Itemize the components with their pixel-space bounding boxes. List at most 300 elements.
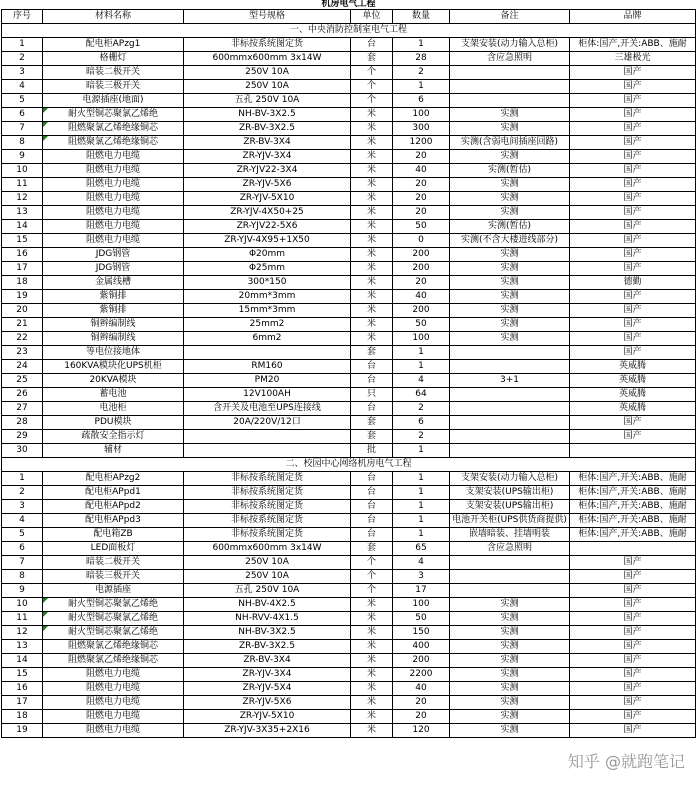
cell-unit: 米 — [351, 136, 393, 150]
cell-remark: 支架安装(UPS输出柜) — [450, 500, 570, 514]
cell-model-spec: 250V 10A — [184, 570, 351, 584]
cell-material-name: JDG钢管 — [43, 248, 184, 262]
cell-row-number: 19 — [2, 724, 43, 738]
cell-model-spec: 非标按系统图定货 — [184, 528, 351, 542]
cell-material-name — [43, 612, 184, 626]
cell-row-number: 8 — [2, 136, 43, 150]
cell-remark: 实测 — [450, 654, 570, 668]
cell-material-name: 阻燃电力电缆 — [43, 696, 184, 710]
cell-row-number: 19 — [2, 290, 43, 304]
cell-unit: 台 — [351, 500, 393, 514]
cell-row-number: 23 — [2, 346, 43, 360]
cell-material-name: 暗装二极开关 — [43, 556, 184, 570]
cell-row-number: 25 — [2, 374, 43, 388]
cell-model-spec: 非标按系统图定货 — [184, 514, 351, 528]
table-row — [2, 416, 696, 430]
cell-material-name: 阻燃电力电缆 — [43, 192, 184, 206]
cell-unit: 批 — [351, 444, 393, 458]
cell-unit: 米 — [351, 122, 393, 136]
cell-remark: 实测 — [450, 276, 570, 290]
cell-model-spec: 600mmx600mm 3x14W — [184, 52, 351, 66]
cell-row-number: 16 — [2, 682, 43, 696]
cell-quantity: 2 — [393, 430, 450, 444]
cell-row-number: 14 — [2, 654, 43, 668]
comment-marker-icon — [43, 598, 48, 603]
cell-quantity: 20 — [393, 192, 450, 206]
table-row — [2, 304, 696, 318]
header-model-spec: 型号规格 — [184, 10, 351, 24]
cell-unit: 个 — [351, 66, 393, 80]
cell-brand: 国产 — [570, 290, 696, 304]
cell-quantity: 40 — [393, 290, 450, 304]
cell-row-number: 17 — [2, 262, 43, 276]
cell-text: 阻燃聚氯乙烯绝缘铜芯 — [67, 123, 158, 133]
cell-model-spec: 300*150 — [184, 276, 351, 290]
cell-unit: 米 — [351, 206, 393, 220]
cell-material-name: 配电柜APzg2 — [43, 472, 184, 486]
cell-remark: 支架安装(动力输入总柜) — [450, 472, 570, 486]
cell-material-name: 阻燃电力电缆 — [43, 682, 184, 696]
comment-marker-icon — [43, 626, 48, 631]
cell-quantity: 1 — [393, 444, 450, 458]
cell-quantity: 200 — [393, 304, 450, 318]
header-row-number: 序号 — [2, 10, 43, 24]
table-row — [2, 570, 696, 584]
cell-brand: 国产 — [570, 262, 696, 276]
cell-material-name: 金属线槽 — [43, 276, 184, 290]
cell-quantity: 20 — [393, 150, 450, 164]
cell-material-name: 阻燃电力电缆 — [43, 164, 184, 178]
cell-material-name: 暗装三极开关 — [43, 570, 184, 584]
cell-row-number: 1 — [2, 38, 43, 52]
cell-material-name — [43, 108, 184, 122]
cell-material-name: 阻燃电力电缆 — [43, 150, 184, 164]
cell-row-number: 2 — [2, 486, 43, 500]
cell-material-name: 配电柜APpd2 — [43, 500, 184, 514]
table-row — [2, 66, 696, 80]
cell-remark: 实测 — [450, 304, 570, 318]
cell-brand: 国产 — [570, 248, 696, 262]
cell-unit: 只 — [351, 388, 393, 402]
cell-brand: 柜体:国产,开关:ABB、施耐 — [570, 514, 696, 528]
section-title-row — [2, 458, 696, 472]
cell-model-spec: 250V 10A — [184, 66, 351, 80]
cell-brand: 国产 — [570, 122, 696, 136]
table-row — [2, 472, 696, 486]
cell-material-name: 辅材 — [43, 444, 184, 458]
header-brand: 品牌 — [570, 10, 696, 24]
cell-text: 耐火型铜芯聚氯乙烯绝 — [67, 109, 158, 119]
cell-row-number: 10 — [2, 164, 43, 178]
cell-remark: 实测 — [450, 206, 570, 220]
cell-row-number: 15 — [2, 668, 43, 682]
cell-row-number: 17 — [2, 696, 43, 710]
cell-brand: 国产 — [570, 164, 696, 178]
cell-text: 耐火型铜芯聚氯乙烯绝 — [67, 599, 158, 609]
table-row — [2, 374, 696, 388]
cell-remark — [450, 430, 570, 444]
cell-model-spec: 6mm2 — [184, 332, 351, 346]
cell-material-name: 配电柜APpd3 — [43, 514, 184, 528]
cell-material-name: 阻燃电力电缆 — [43, 206, 184, 220]
cell-brand: 国产 — [570, 178, 696, 192]
cell-row-number: 11 — [2, 612, 43, 626]
cell-quantity: 1 — [393, 486, 450, 500]
materials-table — [1, 9, 696, 738]
cell-brand: 国产 — [570, 304, 696, 318]
cell-material-name: 阻燃电力电缆 — [43, 668, 184, 682]
cell-quantity: 20 — [393, 276, 450, 290]
cell-row-number: 4 — [2, 514, 43, 528]
table-row — [2, 346, 696, 360]
table-row — [2, 178, 696, 192]
cell-brand: 国产 — [570, 626, 696, 640]
table-row — [2, 108, 696, 122]
cell-model-spec: NH-RVV-4X1.5 — [184, 612, 351, 626]
cell-model-spec: ZR-YJV-5X4 — [184, 682, 351, 696]
cell-model-spec: ZR-YJV22-3X4 — [184, 164, 351, 178]
cell-unit: 米 — [351, 248, 393, 262]
cell-quantity: 4 — [393, 374, 450, 388]
table-row — [2, 402, 696, 416]
table-row — [2, 528, 696, 542]
header-material-name: 材料名称 — [43, 10, 184, 24]
table-row — [2, 696, 696, 710]
document-title: 机房电气工程 — [321, 0, 376, 9]
table-row — [2, 710, 696, 724]
cell-quantity: 1 — [393, 514, 450, 528]
cell-model-spec: ZR-YJV-3X35+2X16 — [184, 724, 351, 738]
cell-remark — [450, 360, 570, 374]
cell-remark: 含应急照明 — [450, 542, 570, 556]
cell-quantity: 1 — [393, 346, 450, 360]
cell-quantity: 65 — [393, 542, 450, 556]
cell-brand: 柜体:国产,开关:ABB、施耐 — [570, 500, 696, 514]
cell-row-number: 5 — [2, 528, 43, 542]
cell-unit: 个 — [351, 94, 393, 108]
cell-brand: 国产 — [570, 108, 696, 122]
cell-quantity: 100 — [393, 598, 450, 612]
cell-model-spec: RM160 — [184, 360, 351, 374]
cell-quantity: 300 — [393, 122, 450, 136]
cell-model-spec: ZR-BV-3X2.5 — [184, 122, 351, 136]
cell-quantity: 1 — [393, 360, 450, 374]
cell-quantity: 40 — [393, 682, 450, 696]
cell-remark — [450, 556, 570, 570]
cell-row-number: 27 — [2, 402, 43, 416]
cell-quantity: 1 — [393, 500, 450, 514]
cell-remark — [450, 584, 570, 598]
cell-unit: 米 — [351, 304, 393, 318]
cell-model-spec: NH-BV-3X2.5 — [184, 626, 351, 640]
cell-model-spec: 12V100AH — [184, 388, 351, 402]
cell-unit: 米 — [351, 332, 393, 346]
cell-unit: 米 — [351, 640, 393, 654]
cell-quantity: 20 — [393, 178, 450, 192]
header-row — [2, 10, 696, 24]
cell-brand — [570, 542, 696, 556]
cell-brand: 英威腾 — [570, 374, 696, 388]
cell-brand: 国产 — [570, 94, 696, 108]
cell-brand: 国产 — [570, 640, 696, 654]
cell-row-number: 9 — [2, 150, 43, 164]
table-row — [2, 724, 696, 738]
cell-remark: 实测 — [450, 668, 570, 682]
table-row — [2, 122, 696, 136]
table-row — [2, 668, 696, 682]
cell-model-spec — [184, 346, 351, 360]
cell-quantity: 40 — [393, 164, 450, 178]
cell-brand: 柜体:国产,开关:ABB、施耐 — [570, 486, 696, 500]
cell-model-spec: Φ25mm — [184, 262, 351, 276]
watermark: 知乎 @就跑笔记 — [567, 752, 685, 771]
cell-row-number: 2 — [2, 52, 43, 66]
cell-unit: 米 — [351, 192, 393, 206]
table-row — [2, 584, 696, 598]
cell-quantity: 200 — [393, 262, 450, 276]
cell-brand: 国产 — [570, 234, 696, 248]
cell-unit: 米 — [351, 696, 393, 710]
cell-row-number: 12 — [2, 626, 43, 640]
cell-row-number: 24 — [2, 360, 43, 374]
cell-row-number: 13 — [2, 206, 43, 220]
cell-model-spec: ZR-YJV-3X4 — [184, 668, 351, 682]
cell-quantity: 1 — [393, 528, 450, 542]
cell-material-name: LED面板灯 — [43, 542, 184, 556]
cell-remark: 支架安装(动力输入总柜) — [450, 38, 570, 52]
cell-unit: 米 — [351, 710, 393, 724]
cell-remark: 实测 — [450, 178, 570, 192]
section-title: 二、校园中心网络机房电气工程 — [2, 458, 696, 472]
cell-material-name: 电池柜 — [43, 402, 184, 416]
cell-material-name: 阻燃电力电缆 — [43, 178, 184, 192]
cell-quantity: 120 — [393, 724, 450, 738]
cell-row-number: 18 — [2, 710, 43, 724]
cell-model-spec: NH-BV-4X2.5 — [184, 598, 351, 612]
cell-material-name: 配电箱ZB — [43, 528, 184, 542]
cell-row-number: 3 — [2, 66, 43, 80]
cell-material-name: 160KVA模块化UPS机柜 — [43, 360, 184, 374]
table-row — [2, 318, 696, 332]
cell-remark: 支架安装(UPS输出柜) — [450, 486, 570, 500]
cell-remark: 实测 — [450, 640, 570, 654]
cell-unit: 米 — [351, 220, 393, 234]
cell-remark — [450, 444, 570, 458]
cell-material-name: 阻燃电力电缆 — [43, 234, 184, 248]
cell-model-spec: 非标按系统图定货 — [184, 486, 351, 500]
cell-model-spec: ZR-BV-3X4 — [184, 654, 351, 668]
table-row — [2, 248, 696, 262]
cell-quantity: 50 — [393, 220, 450, 234]
cell-unit: 米 — [351, 682, 393, 696]
cell-model-spec: 五孔 250V 10A — [184, 584, 351, 598]
cell-unit: 套 — [351, 346, 393, 360]
cell-material-name: 电源插座(地面) — [43, 94, 184, 108]
table-row — [2, 654, 696, 668]
cell-row-number: 28 — [2, 416, 43, 430]
comment-marker-icon — [43, 136, 48, 141]
cell-material-name: 铜辫编制线 — [43, 318, 184, 332]
cell-brand: 国产 — [570, 668, 696, 682]
cell-remark: 实测 — [450, 122, 570, 136]
cell-model-spec: 25mm2 — [184, 318, 351, 332]
cell-model-spec: 含开关及电池至UPS连接线 — [184, 402, 351, 416]
cell-brand: 柜体:国产,开关:ABB、施耐 — [570, 472, 696, 486]
table-row — [2, 486, 696, 500]
cell-remark — [450, 388, 570, 402]
cell-brand: 国产 — [570, 612, 696, 626]
cell-quantity: 4 — [393, 556, 450, 570]
cell-remark: 实测(含弱电间插座回路) — [450, 136, 570, 150]
cell-row-number: 6 — [2, 108, 43, 122]
cell-material-name — [43, 598, 184, 612]
cell-remark: 实测 — [450, 108, 570, 122]
cell-quantity: 6 — [393, 416, 450, 430]
cell-quantity: 50 — [393, 612, 450, 626]
cell-remark: 实测 — [450, 262, 570, 276]
table-row — [2, 598, 696, 612]
cell-remark: 实测 — [450, 248, 570, 262]
cell-row-number: 18 — [2, 276, 43, 290]
table-row — [2, 640, 696, 654]
cell-brand — [570, 444, 696, 458]
cell-material-name: 疏散安全指示灯 — [43, 430, 184, 444]
header-remark: 备注 — [450, 10, 570, 24]
cell-row-number: 7 — [2, 122, 43, 136]
cell-model-spec: PM20 — [184, 374, 351, 388]
cell-model-spec: ZR-YJV-5X6 — [184, 178, 351, 192]
cell-brand: 国产 — [570, 66, 696, 80]
cell-brand: 国产 — [570, 584, 696, 598]
cell-brand: 英威腾 — [570, 360, 696, 374]
cell-brand: 国产 — [570, 598, 696, 612]
cell-quantity: 100 — [393, 108, 450, 122]
table-row — [2, 234, 696, 248]
cell-quantity: 2 — [393, 402, 450, 416]
cell-model-spec — [184, 430, 351, 444]
cell-material-name: 暗装三极开关 — [43, 80, 184, 94]
cell-remark: 实测 — [450, 612, 570, 626]
cell-remark: 实测(暂估) — [450, 164, 570, 178]
cell-remark: 实测 — [450, 598, 570, 612]
cell-material-name: 等电位接地体 — [43, 346, 184, 360]
cell-material-name: 阻燃电力电缆 — [43, 220, 184, 234]
comment-marker-icon — [43, 122, 48, 127]
table-row — [2, 682, 696, 696]
cell-quantity: 400 — [393, 640, 450, 654]
cell-material-name: 电源插座 — [43, 584, 184, 598]
cell-unit: 米 — [351, 150, 393, 164]
cell-quantity: 3 — [393, 570, 450, 584]
cell-unit: 米 — [351, 598, 393, 612]
cell-quantity: 1 — [393, 80, 450, 94]
cell-row-number: 20 — [2, 304, 43, 318]
table-row — [2, 38, 696, 52]
cell-unit: 台 — [351, 38, 393, 52]
cell-unit: 台 — [351, 402, 393, 416]
cell-unit: 套 — [351, 416, 393, 430]
cell-brand: 国产 — [570, 318, 696, 332]
table-row — [2, 164, 696, 178]
table-row — [2, 136, 696, 150]
cell-model-spec: 五孔 250V 10A — [184, 94, 351, 108]
cell-row-number: 14 — [2, 220, 43, 234]
table-row — [2, 612, 696, 626]
cell-unit: 台 — [351, 374, 393, 388]
cell-brand: 国产 — [570, 136, 696, 150]
cell-quantity: 28 — [393, 52, 450, 66]
table-row — [2, 262, 696, 276]
cell-brand: 国产 — [570, 80, 696, 94]
cell-brand: 柜体:国产,开关:ABB、施耐 — [570, 528, 696, 542]
cell-row-number: 7 — [2, 556, 43, 570]
table-row — [2, 290, 696, 304]
cell-remark: 3+1 — [450, 374, 570, 388]
cell-model-spec: 非标按系统图定货 — [184, 500, 351, 514]
cell-remark: 实测 — [450, 332, 570, 346]
cell-quantity: 50 — [393, 318, 450, 332]
cell-unit: 米 — [351, 724, 393, 738]
cell-model-spec: 20mm*3mm — [184, 290, 351, 304]
cell-brand: 国产 — [570, 206, 696, 220]
cell-quantity: 2200 — [393, 668, 450, 682]
cell-text: 耐火型铜芯聚氯乙烯绝 — [67, 627, 158, 637]
cell-brand: 国产 — [570, 724, 696, 738]
cell-model-spec: 非标按系统图定货 — [184, 472, 351, 486]
cell-unit: 台 — [351, 486, 393, 500]
cell-remark: 实测(暂估) — [450, 220, 570, 234]
cell-row-number: 30 — [2, 444, 43, 458]
cell-material-name: 铜辫编制线 — [43, 332, 184, 346]
table-row — [2, 430, 696, 444]
cell-model-spec: NH-BV-3X2.5 — [184, 108, 351, 122]
cell-quantity: 1 — [393, 472, 450, 486]
cell-unit: 米 — [351, 234, 393, 248]
cell-model-spec: 20A/220V/12口 — [184, 416, 351, 430]
cell-unit: 米 — [351, 318, 393, 332]
table-row — [2, 52, 696, 66]
cell-row-number: 29 — [2, 430, 43, 444]
cell-unit: 台 — [351, 472, 393, 486]
cell-unit: 米 — [351, 668, 393, 682]
cell-quantity: 0 — [393, 234, 450, 248]
cell-quantity: 200 — [393, 248, 450, 262]
cell-model-spec: ZR-YJV-5X10 — [184, 192, 351, 206]
comment-marker-icon — [43, 108, 48, 113]
cell-model-spec: 250V 10A — [184, 556, 351, 570]
cell-row-number: 26 — [2, 388, 43, 402]
table-row — [2, 556, 696, 570]
cell-text: 耐火型铜芯聚氯乙烯绝 — [67, 613, 158, 623]
cell-remark — [450, 66, 570, 80]
cell-remark — [450, 570, 570, 584]
cell-quantity: 150 — [393, 626, 450, 640]
cell-material-name: 暗装二极开关 — [43, 66, 184, 80]
cell-text: 阻燃聚氯乙烯绝缘铜芯 — [67, 137, 158, 147]
cell-row-number: 12 — [2, 192, 43, 206]
cell-brand: 国产 — [570, 150, 696, 164]
cell-model-spec — [184, 444, 351, 458]
cell-row-number: 15 — [2, 234, 43, 248]
cell-material-name: JDG钢管 — [43, 262, 184, 276]
cell-quantity: 20 — [393, 710, 450, 724]
comment-marker-icon — [43, 612, 48, 617]
cell-remark — [450, 416, 570, 430]
cell-model-spec: Φ20mm — [184, 248, 351, 262]
cell-material-name: 阻燃聚氯乙烯绝缘铜芯 — [43, 640, 184, 654]
cell-brand: 国产 — [570, 430, 696, 444]
cell-model-spec: ZR-YJV-5X10 — [184, 710, 351, 724]
